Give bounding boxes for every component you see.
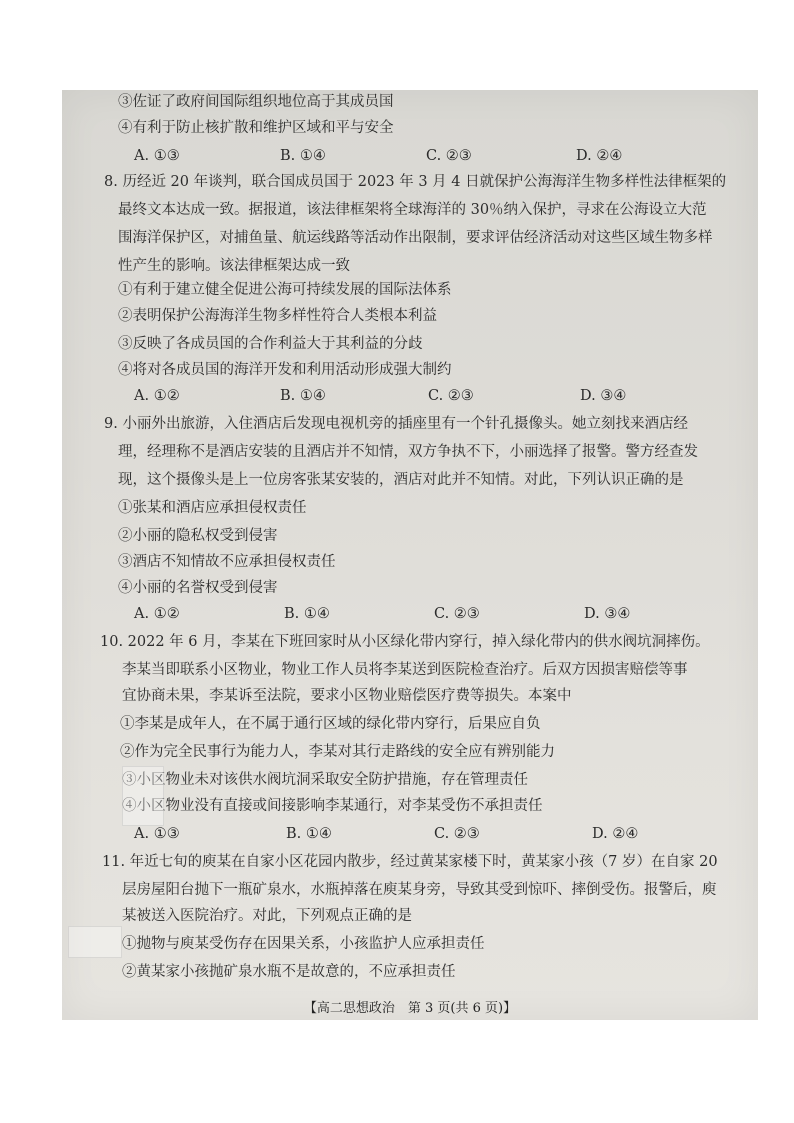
q10-stem-line: 10. 2022 年 6 月，李某在下班回家时从小区绿化带内穿行，掉入绿化带内的供水阀坑洞摔伤。 bbox=[100, 634, 710, 650]
q7-choices bbox=[134, 146, 754, 166]
choice-b[interactable]: B. ①④ bbox=[280, 148, 326, 164]
q8-option-3: ③反映了各成员国的合作利益大于其利益的分歧 bbox=[118, 336, 423, 352]
q7-option-4: ④有利于防止核扩散和维护区域和平与安全 bbox=[118, 120, 394, 136]
choice-a[interactable]: A. ①③ bbox=[134, 148, 180, 164]
choice-d[interactable]: D. ③④ bbox=[584, 606, 631, 622]
q9-option-3: ③酒店不知情故不应承担侵权责任 bbox=[118, 554, 336, 570]
choice-a[interactable]: A. ①③ bbox=[134, 826, 180, 842]
choice-d[interactable]: D. ②④ bbox=[592, 826, 639, 842]
q9-stem-line: 现，这个摄像头是上一位房客张某安装的，酒店对此并不知情。对此，下列认识正确的是 bbox=[118, 472, 684, 488]
q9-option-2: ②小丽的隐私权受到侵害 bbox=[118, 528, 278, 544]
choice-c[interactable]: C. ②③ bbox=[426, 148, 472, 164]
choice-b[interactable]: B. ①④ bbox=[286, 826, 332, 842]
q10-option-4: ④小区物业没有直接或间接影响李某通行，对李某受伤不承担责任 bbox=[122, 798, 543, 814]
q11-stem-line: 某被送入医院治疗。对此，下列观点正确的是 bbox=[122, 908, 412, 924]
q10-option-1: ①李某是成年人，在不属于通行区域的绿化带内穿行，后果应自负 bbox=[120, 716, 541, 732]
choice-a[interactable]: A. ①② bbox=[134, 606, 180, 622]
q9-option-4: ④小丽的名誉权受到侵害 bbox=[118, 580, 278, 596]
q11-option-2: ②黄某家小孩抛矿泉水瓶不是故意的，不应承担责任 bbox=[122, 964, 456, 980]
q8-stem-line: 最终文本达成一致。据报道，该法律框架将全球海洋的 30％纳入保护，寻求在公海设立大范 bbox=[118, 202, 707, 218]
q8-stem-line: 8. 历经近 20 年谈判，联合国成员国于 2023 年 3 月 4 日就保护公海海洋生物多样性法律框架的 bbox=[104, 174, 727, 190]
tape-mark bbox=[122, 766, 164, 826]
choice-a[interactable]: A. ①② bbox=[134, 388, 180, 404]
q9-choices bbox=[134, 604, 754, 624]
choice-c[interactable]: C. ②③ bbox=[434, 826, 480, 842]
q10-stem-line: 宜协商未果，李某诉至法院，要求小区物业赔偿医疗费等损失。本案中 bbox=[122, 688, 572, 704]
q8-option-4: ④将对各成员国的海洋开发和利用活动形成强大制约 bbox=[118, 362, 452, 378]
choice-b[interactable]: B. ①④ bbox=[284, 606, 330, 622]
q8-choices bbox=[134, 386, 754, 406]
choice-d[interactable]: D. ③④ bbox=[580, 388, 627, 404]
q7-option-3: ③佐证了政府间国际组织地位高于其成员国 bbox=[118, 94, 394, 110]
choice-c[interactable]: C. ②③ bbox=[428, 388, 474, 404]
q10-option-3: ③小区物业未对该供水阀坑洞采取安全防护措施，存在管理责任 bbox=[122, 772, 528, 788]
choice-b[interactable]: B. ①④ bbox=[280, 388, 326, 404]
q8-stem-line: 性产生的影响。该法律框架达成一致 bbox=[118, 258, 350, 274]
exam-page-photo bbox=[62, 90, 758, 1020]
q9-stem-line: 理，经理称不是酒店安装的且酒店并不知情，双方争执不下，小丽选择了报警。警方经查发 bbox=[118, 444, 698, 460]
q11-option-1: ①抛物与庾某受伤存在因果关系，小孩监护人应承担责任 bbox=[122, 936, 485, 952]
choice-c[interactable]: C. ②③ bbox=[434, 606, 480, 622]
q11-stem-line: 11. 年近七旬的庾某在自家小区花园内散步，经过黄某家楼下时，黄某家小孩（7 岁）在自家 20 bbox=[102, 854, 718, 870]
tape-mark bbox=[68, 926, 122, 958]
q9-stem-line: 9. 小丽外出旅游，入住酒店后发现电视机旁的插座里有一个针孔摄像头。她立刻找来酒店经 bbox=[104, 416, 688, 432]
q8-stem-line: 围海洋保护区，对捕鱼量、航运线路等活动作出限制，要求评估经济活动对这些区域生物多样 bbox=[118, 230, 713, 246]
q8-option-1: ①有利于建立健全促进公海可持续发展的国际法体系 bbox=[118, 282, 452, 298]
q10-option-2: ②作为完全民事行为能力人，李某对其行走路线的安全应有辨别能力 bbox=[120, 744, 555, 760]
choice-d[interactable]: D. ②④ bbox=[576, 148, 623, 164]
page-footer: 【高二思想政治 第 3 页(共 6 页)】 bbox=[303, 1001, 517, 1016]
q10-stem-line: 李某当即联系小区物业，物业工作人员将李某送到医院检查治疗。后双方因损害赔偿等事 bbox=[122, 662, 688, 678]
q8-option-2: ②表明保护公海海洋生物多样性符合人类根本利益 bbox=[118, 308, 437, 324]
q10-choices bbox=[134, 824, 754, 844]
q9-option-1: ①张某和酒店应承担侵权责任 bbox=[118, 500, 307, 516]
q11-stem-line: 层房屋阳台抛下一瓶矿泉水，水瓶掉落在庾某身旁，导致其受到惊吓、摔倒受伤。报警后，庾 bbox=[122, 882, 717, 898]
